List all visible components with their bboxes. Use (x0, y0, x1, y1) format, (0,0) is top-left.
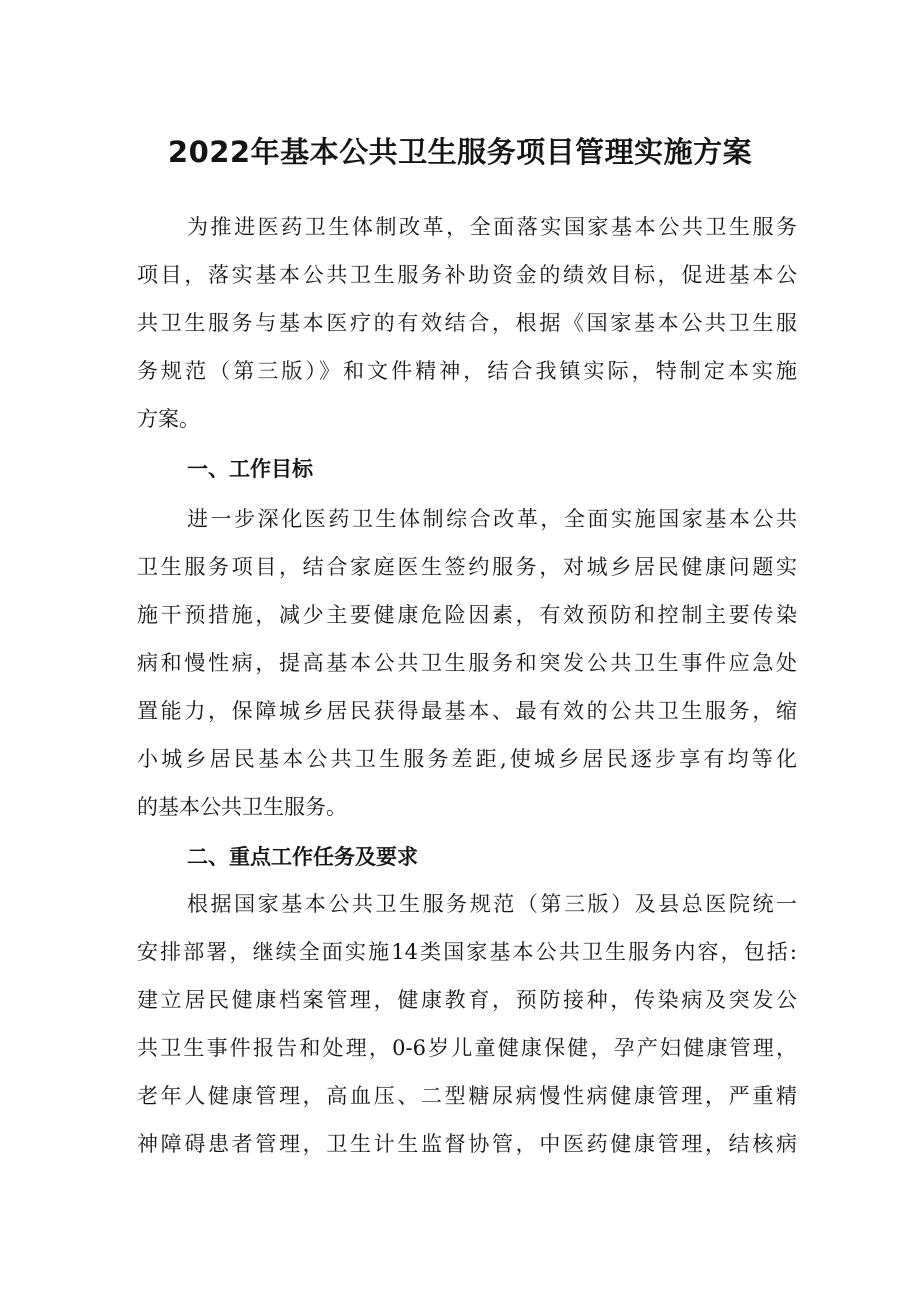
section1-line: 的基本公共卫生服务。 (137, 795, 347, 819)
section-heading-tasks: 二、重点工作任务及要求 (187, 845, 418, 869)
intro-line: 为推进医药卫生体制改革，全面落实国家基本公共卫生服务 (187, 215, 797, 239)
section2-line: 建立居民健康档案管理，健康教育，预防接种，传染病及突发公 (137, 988, 797, 1012)
section2-line: 安排部署，继续全面实施14类国家基本公共卫生服务内容，包括: (137, 940, 797, 964)
intro-line: 方案。 (137, 407, 200, 431)
section2-line: 根据国家基本公共卫生服务规范（第三版）及县总医院统一 (187, 892, 797, 916)
section2-line: 共卫生事件报告和处理，0-6岁儿童健康保健，孕产妇健康管理， (137, 1036, 797, 1060)
section2-line: 老年人健康管理，高血压、二型糖尿病慢性病健康管理，严重精 (137, 1084, 797, 1108)
section2-line: 神障碍患者管理，卫生计生监督协管，中医药健康管理，结核病 (137, 1132, 797, 1156)
section1-line: 施干预措施，减少主要健康危险因素，有效预防和控制主要传染 (137, 603, 797, 627)
section-heading-goals: 一、工作目标 (187, 457, 313, 481)
intro-line: 项目，落实基本公共卫生服务补助资金的绩效目标，促进基本公 (137, 263, 797, 287)
section1-line: 置能力，保障城乡居民获得最基本、最有效的公共卫生服务，缩 (137, 699, 797, 723)
section1-line: 小城乡居民基本公共卫生服务差距,使城乡居民逐步享有均等化 (137, 747, 797, 771)
section1-line: 进一步深化医药卫生体制综合改革，全面实施国家基本公共 (187, 507, 797, 531)
document-title: 2022年基本公共卫生服务项目管理实施方案 (167, 135, 753, 169)
section1-line: 卫生服务项目，结合家庭医生签约服务，对城乡居民健康问题实 (137, 555, 797, 579)
intro-line: 务规范（第三版）》和文件精神，结合我镇实际，特制定本实施 (137, 359, 797, 383)
intro-line: 共卫生服务与基本医疗的有效结合，根据《国家基本公共卫生服 (137, 311, 797, 335)
section1-line: 病和慢性病，提高基本公共卫生服务和突发公共卫生事件应急处 (137, 651, 797, 675)
